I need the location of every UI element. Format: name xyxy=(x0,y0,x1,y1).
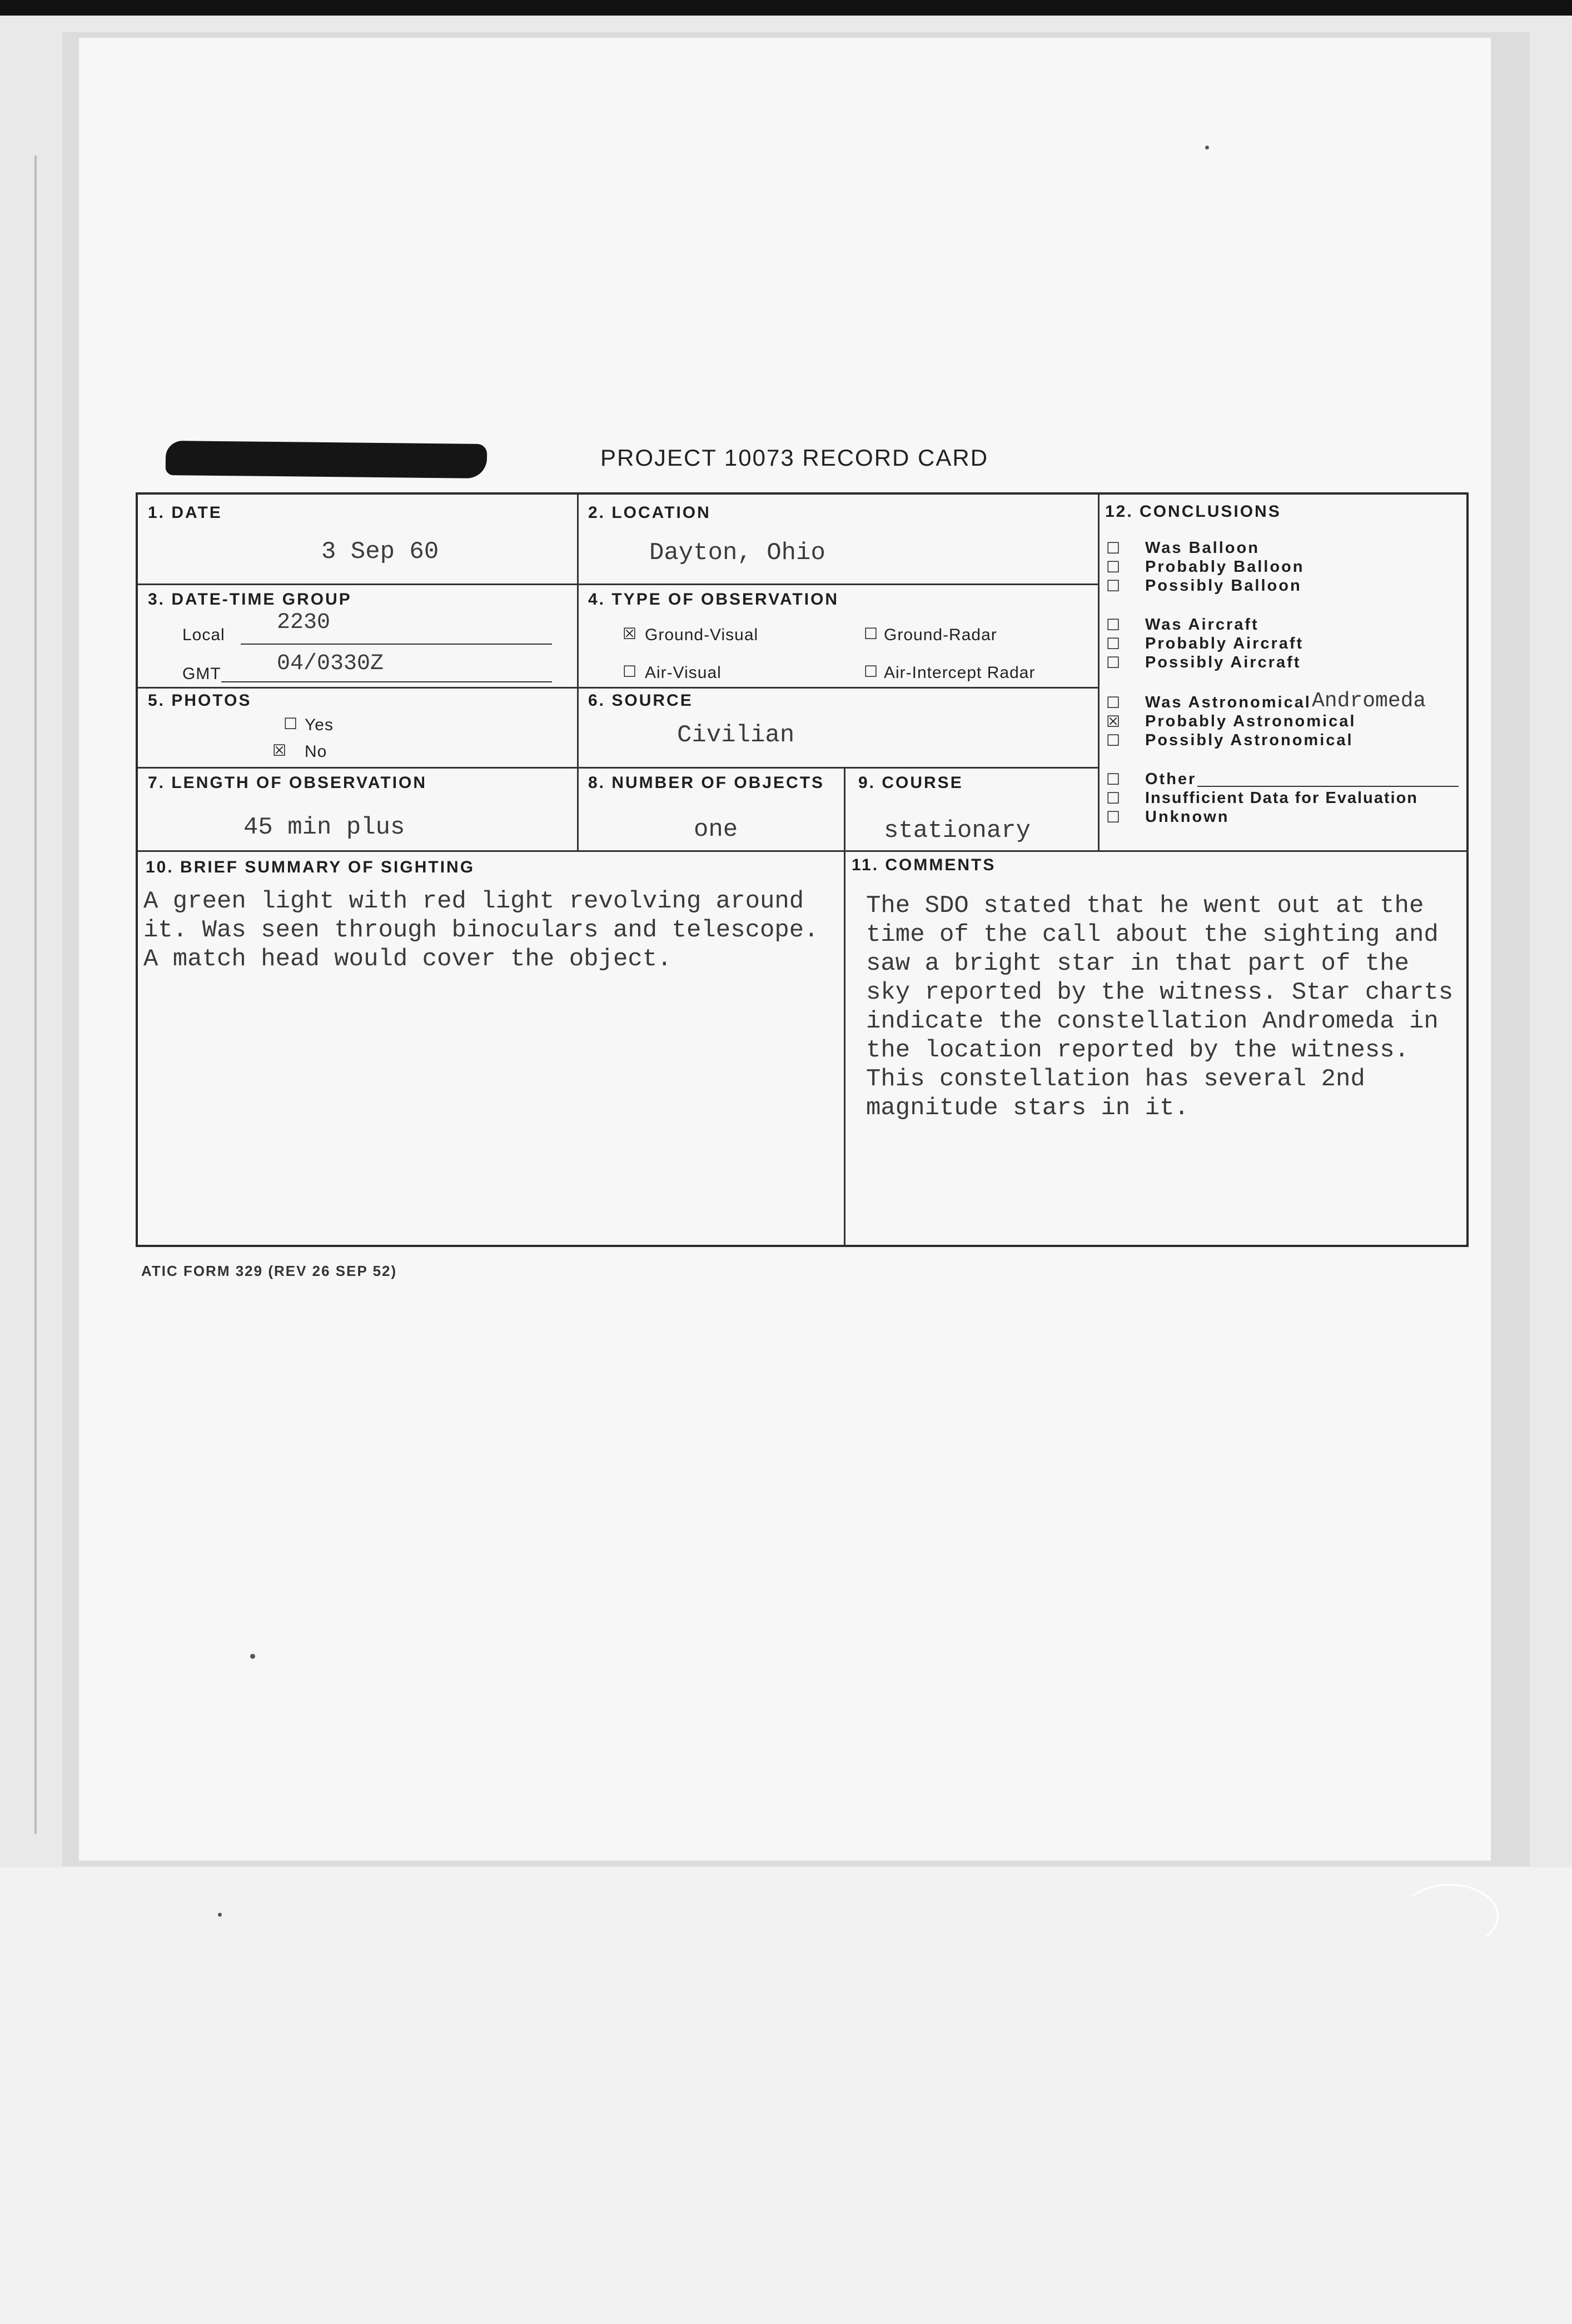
summary-line: A green light with red light revolving around xyxy=(143,887,804,915)
location-value: Dayton, Ohio xyxy=(649,539,825,567)
divider xyxy=(138,850,1469,852)
num-objects-label: 8. NUMBER OF OBJECTS xyxy=(588,774,825,792)
ground-visual-option: Ground-Visual xyxy=(645,626,759,644)
summary-line: A match head would cover the object. xyxy=(143,945,672,973)
speck xyxy=(1205,146,1209,149)
summary-line: it. Was seen through binoculars and telescope. xyxy=(143,916,819,944)
gmt-label: GMT xyxy=(182,665,221,683)
was-aircraft-checkbox[interactable]: ☐ xyxy=(1106,616,1121,634)
possibly-aircraft-checkbox[interactable]: ☐ xyxy=(1106,654,1121,672)
possibly-balloon-checkbox[interactable]: ☐ xyxy=(1106,577,1121,595)
source-value: Civilian xyxy=(677,721,795,749)
probably-balloon-option: Probably Balloon xyxy=(1145,558,1305,576)
comments-line: time of the call about the sighting and xyxy=(866,921,1439,949)
divider xyxy=(1098,495,1100,850)
film-edge-mark xyxy=(34,156,37,1834)
ground-visual-checkbox[interactable]: ☒ xyxy=(623,625,637,643)
comments-label: 11. COMMENTS xyxy=(852,856,996,874)
possibly-aircraft-option: Possibly Aircraft xyxy=(1145,654,1301,671)
speck xyxy=(218,1913,222,1917)
air-visual-checkbox[interactable]: ☐ xyxy=(623,662,637,681)
divider xyxy=(138,687,1098,689)
other-underline xyxy=(1197,786,1459,787)
astronomical-note: Andromeda xyxy=(1312,689,1426,713)
other-checkbox[interactable]: ☐ xyxy=(1106,770,1121,789)
comments-line: The SDO stated that he went out at the xyxy=(866,892,1424,920)
probably-aircraft-option: Probably Aircraft xyxy=(1145,635,1304,652)
local-time-value: 2230 xyxy=(277,610,331,635)
date-label: 1. DATE xyxy=(148,503,222,522)
comments-line: indicate the constellation Andromeda in xyxy=(866,1008,1439,1035)
air-intercept-radar-checkbox[interactable]: ☐ xyxy=(864,662,878,681)
length-label: 7. LENGTH OF OBSERVATION xyxy=(148,774,427,792)
gmt-underline xyxy=(221,681,552,682)
was-astronomical-checkbox[interactable]: ☐ xyxy=(1106,694,1121,712)
unknown-checkbox[interactable]: ☐ xyxy=(1106,808,1121,826)
was-balloon-option: Was Balloon xyxy=(1145,539,1260,557)
photos-no-checkbox[interactable]: ☒ xyxy=(272,741,287,760)
possibly-astronomical-checkbox[interactable]: ☐ xyxy=(1106,731,1121,750)
photos-yes-option: Yes xyxy=(305,716,334,734)
divider xyxy=(138,767,1098,769)
comments-line: the location reported by the witness. xyxy=(866,1036,1409,1064)
summary-label: 10. BRIEF SUMMARY OF SIGHTING xyxy=(146,858,475,876)
speck xyxy=(250,1654,255,1659)
probably-astronomical-option: Probably Astronomical xyxy=(1145,712,1356,730)
form-identifier: ATIC FORM 329 (REV 26 SEP 52) xyxy=(141,1263,397,1279)
record-card-form xyxy=(136,492,1469,1247)
divider xyxy=(844,767,845,1247)
dtg-label: 3. DATE-TIME GROUP xyxy=(148,590,352,609)
divider xyxy=(138,584,1098,585)
course-value: stationary xyxy=(884,817,1031,845)
insufficient-data-option: Insufficient Data for Evaluation xyxy=(1145,789,1418,807)
film-artifact xyxy=(1401,1884,1499,1948)
comments-line: sky reported by the witness. Star charts xyxy=(866,979,1454,1006)
film-edge-strip xyxy=(0,0,1572,16)
comments-line: This constellation has several 2nd xyxy=(866,1065,1365,1093)
possibly-balloon-option: Possibly Balloon xyxy=(1145,577,1302,595)
was-astronomical-option: Was Astronomical xyxy=(1145,694,1311,711)
other-option: Other xyxy=(1145,770,1197,788)
air-intercept-radar-option: Air-Intercept Radar xyxy=(884,664,1036,682)
ground-radar-option: Ground-Radar xyxy=(884,626,997,644)
probably-balloon-checkbox[interactable]: ☐ xyxy=(1106,558,1121,576)
gmt-time-value: 04/0330Z xyxy=(277,651,384,676)
location-label: 2. LOCATION xyxy=(588,503,711,522)
local-underline xyxy=(241,644,552,645)
microfilm-background xyxy=(0,1867,1572,2324)
photos-no-option: No xyxy=(305,742,327,761)
source-label: 6. SOURCE xyxy=(588,691,693,710)
probably-aircraft-checkbox[interactable]: ☐ xyxy=(1106,635,1121,653)
photos-label: 5. PHOTOS xyxy=(148,691,252,710)
unknown-option: Unknown xyxy=(1145,808,1230,826)
comments-line: magnitude stars in it. xyxy=(866,1094,1189,1122)
comments-line: saw a bright star in that part of the xyxy=(866,950,1409,978)
date-value: 3 Sep 60 xyxy=(321,538,439,566)
air-visual-option: Air-Visual xyxy=(645,664,722,682)
probably-astronomical-checkbox[interactable]: ☒ xyxy=(1106,712,1121,731)
redaction-mark xyxy=(166,441,487,478)
was-aircraft-option: Was Aircraft xyxy=(1145,616,1259,634)
photos-yes-checkbox[interactable]: ☐ xyxy=(283,715,298,733)
insufficient-data-checkbox[interactable]: ☐ xyxy=(1106,789,1121,807)
card-title: PROJECT 10073 RECORD CARD xyxy=(600,445,989,471)
conclusions-label: 12. CONCLUSIONS xyxy=(1105,502,1281,521)
course-label: 9. COURSE xyxy=(858,774,963,792)
observation-type-label: 4. TYPE OF OBSERVATION xyxy=(588,590,839,609)
num-objects-value: one xyxy=(694,816,738,844)
ground-radar-checkbox[interactable]: ☐ xyxy=(864,625,878,643)
possibly-astronomical-option: Possibly Astronomical xyxy=(1145,731,1354,749)
length-value: 45 min plus xyxy=(243,814,405,841)
divider xyxy=(577,495,579,850)
was-balloon-checkbox[interactable]: ☐ xyxy=(1106,539,1121,557)
local-label: Local xyxy=(182,626,225,644)
